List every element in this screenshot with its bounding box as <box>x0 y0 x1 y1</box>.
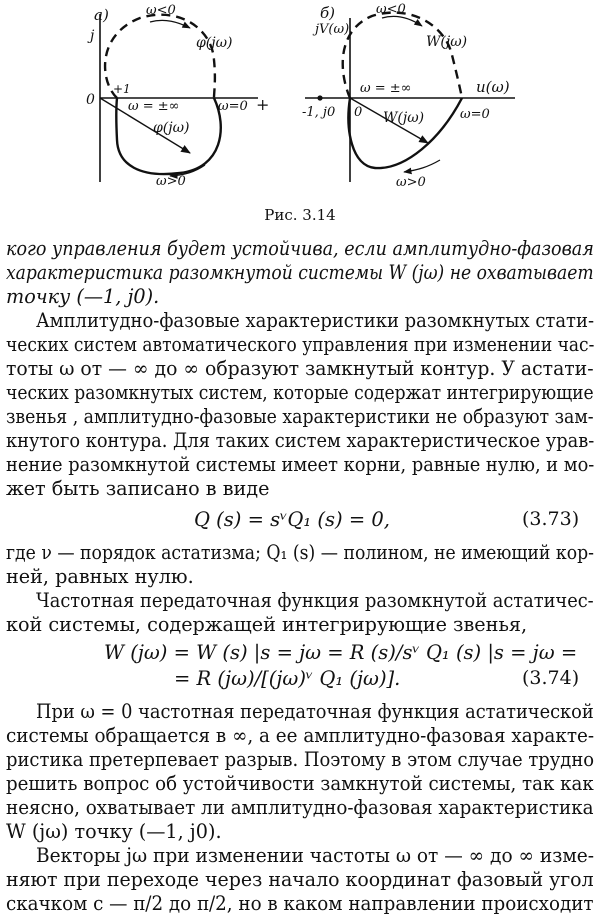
panel-b-omega-gt0: ω>0 <box>396 175 426 190</box>
text-line: ристика претерпевает разрыв. Поэтому в этом случае трудно <box>6 748 595 771</box>
panel-a-plus-one: +1 <box>113 82 131 96</box>
text-line: неясно, охватывает ли амплитудно-фазовая характеристика <box>6 796 594 819</box>
text-line: характеристика разомкнутой системы W (jω) не охватывает <box>6 261 594 284</box>
panel-a-omega-lt0: ω<0 <box>146 3 176 18</box>
panel-b-w-vec: W(jω) <box>383 110 425 126</box>
panel-b-axis-jv: jV(ω) <box>315 22 350 37</box>
text-line: W (jω) точку (—1, j0). <box>6 820 222 843</box>
panel-b-minus-one: -1, j0 <box>302 105 336 120</box>
panel-a-plus: + <box>256 95 270 114</box>
panel-a-omega-pm-inf: ω = ±∞ <box>128 99 180 114</box>
text-line: няют при переходе через начало координат фазовый угол <box>6 868 594 891</box>
text-line: тоты ω от — ∞ до ∞ образуют замкнутый контур. У астати- <box>6 357 594 380</box>
text-line: При ω = 0 частотная передаточная функция астатической <box>36 700 594 723</box>
panel-b-arrow-top <box>382 16 422 26</box>
panel-b-omega-zero: ω=0 <box>460 107 490 122</box>
text-line: кого управления будет устойчива, если амплитудно-фазовая <box>6 237 594 260</box>
text-line: где ν — порядок астатизма; Q₁ (s) — полином, не имеющий кор- <box>6 541 594 564</box>
text-line: нение разомкнутой системы имеет корни, равные нулю, и мо- <box>6 453 595 476</box>
text-line: точку (—1, j0). <box>6 285 160 308</box>
text-line: Векторы jω при изменении частоты ω от — ∞ до ∞ изме- <box>36 844 595 867</box>
figure-3-14 <box>0 0 600 205</box>
equation-number-3-74: (3.74) <box>522 667 580 689</box>
panel-a-omega-zero: ω=0 <box>218 99 248 114</box>
text-line: системы обращается в ∞, а ее амплитудно-фазовая характе- <box>6 724 595 747</box>
panel-a-label: а) <box>94 6 109 24</box>
panel-b-point-minus-one <box>317 95 322 100</box>
text-line: скачком с — π/2 до π/2, но в каком направлении происходит <box>6 892 594 915</box>
panel-b <box>302 2 515 190</box>
text-line: кнутого контура. Для таких систем характеристическое урав- <box>6 429 595 452</box>
text-line: Частотная передаточная функция разомкнутой астатичес- <box>36 589 594 612</box>
text-line: ческих систем автоматического управления при изменении час- <box>6 333 595 356</box>
panel-a-arrow-top <box>150 20 190 28</box>
text-line: звенья , амплитудно-фазовые характеристики не образуют зам- <box>6 405 594 428</box>
equation-3-74-line2: = R (jω)/[(jω)ᵛ Q₁ (jω)]. <box>174 667 401 690</box>
panel-a-omega-gt0: ω>0 <box>156 174 186 189</box>
panel-a-origin: 0 <box>86 92 95 108</box>
panel-b-omega-pm-inf: ω = ±∞ <box>360 81 412 96</box>
text-line: жет быть записано в виде <box>6 477 270 500</box>
panel-b-omega-lt0: ω<0 <box>376 2 406 17</box>
panel-a-axis-j: j <box>90 28 95 44</box>
text-line: Амплитудно-фазовые характеристики разомкнутых стати- <box>36 309 595 332</box>
text-line: решить вопрос об устойчивости замкнутой системы, так как <box>6 772 594 795</box>
panel-b-label: б) <box>320 4 336 22</box>
panel-a <box>86 3 269 189</box>
panel-b-arrow-bottom <box>404 160 440 172</box>
text-line: кой системы, содержащей интегрирующие звенья, <box>6 613 528 636</box>
equation-3-73: Q (s) = sᵛQ₁ (s) = 0, <box>194 508 390 531</box>
text-line: ней, равных нулю. <box>6 565 194 588</box>
panel-b-w-top: W(jω) <box>426 34 468 50</box>
figure-caption: Рис. 3.14 <box>264 206 336 224</box>
panel-b-origin: 0 <box>354 105 363 120</box>
panel-b-curve-positive-omega <box>348 98 462 168</box>
text-line: ческих разомкнутых систем, которые содержат интегрирующие <box>6 381 594 404</box>
panel-a-phi-vec: φ(jω) <box>153 120 190 136</box>
equation-3-74-line1: W (jω) = W (s) |s = jω = R (s)/sᵛ Q₁ (s) |s = jω = <box>104 641 578 664</box>
panel-b-u-axis: u(ω) <box>476 78 510 96</box>
equation-number-3-73: (3.73) <box>522 508 580 530</box>
panel-a-phi-top: φ(jω) <box>196 35 233 51</box>
